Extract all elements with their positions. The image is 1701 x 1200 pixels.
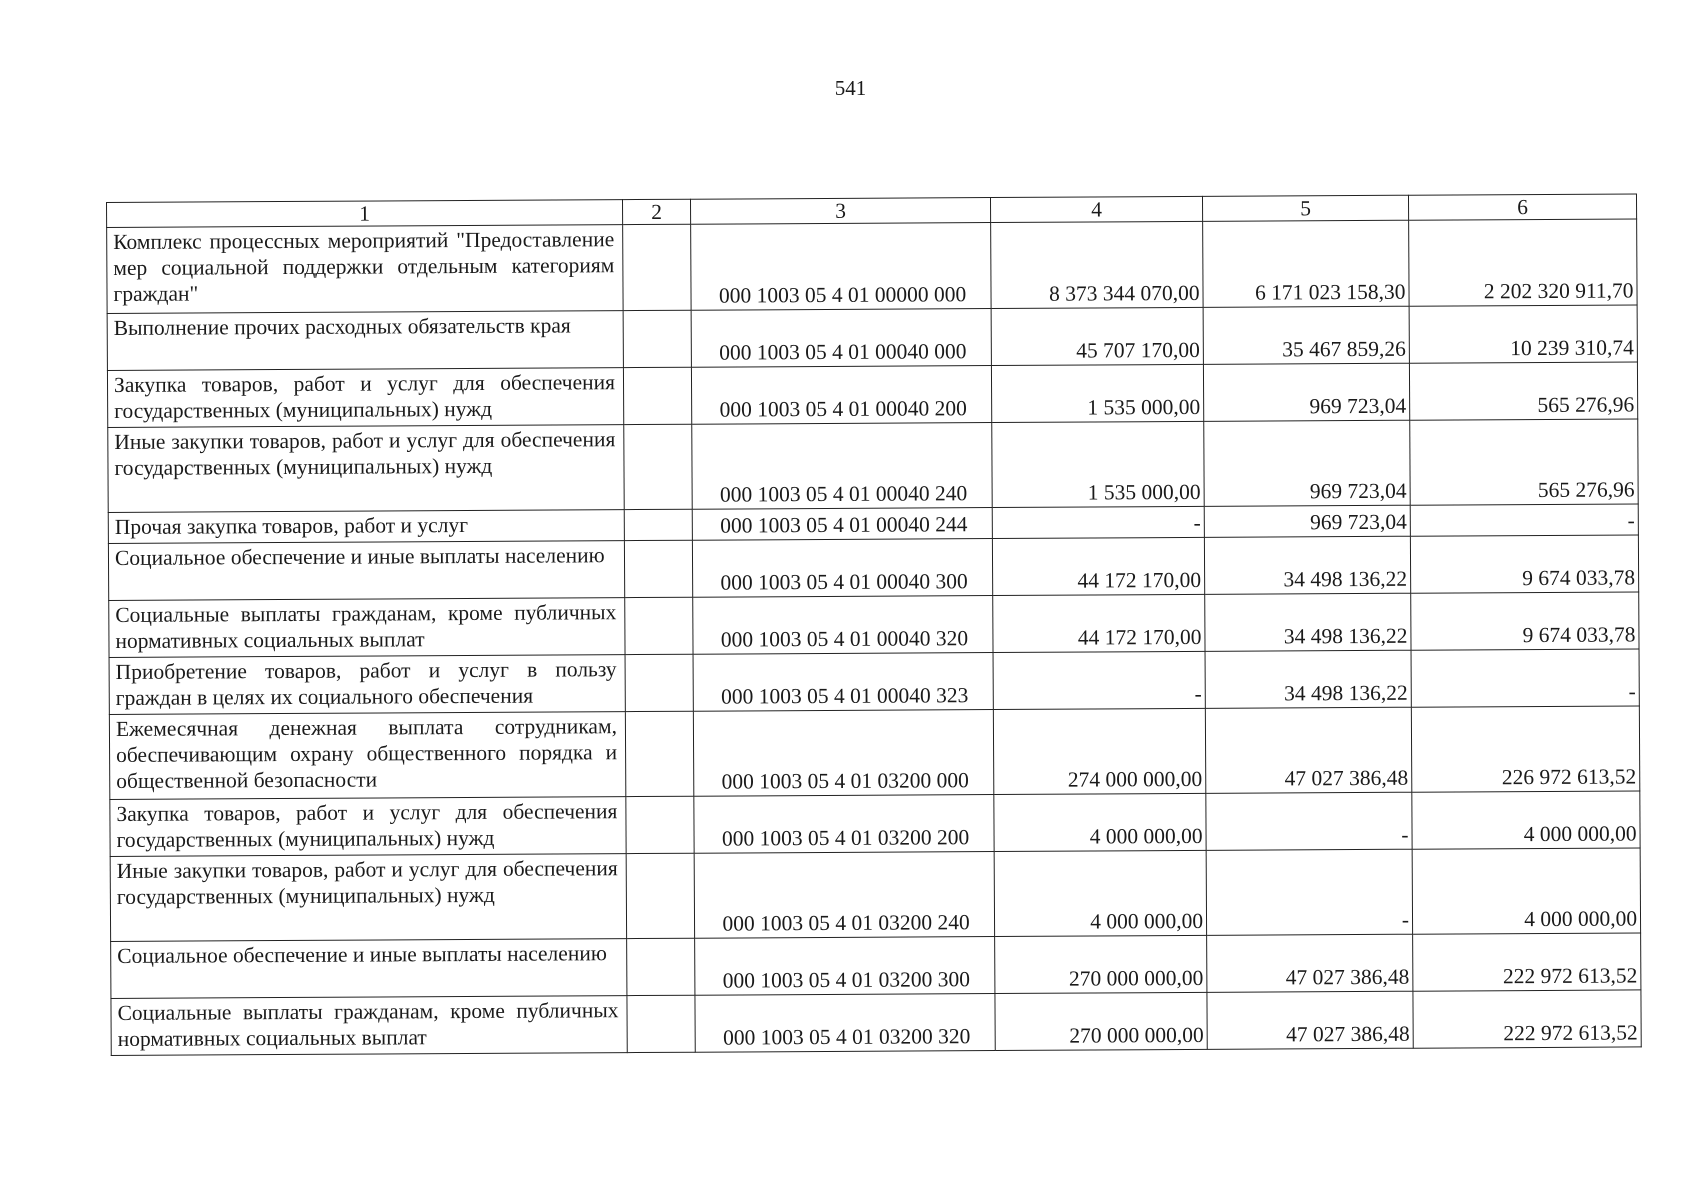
row-col6: 9 674 033,78 bbox=[1410, 535, 1638, 593]
expenditure-table bbox=[106, 193, 1642, 1056]
row-col5: 34 498 136,22 bbox=[1204, 536, 1410, 594]
table-row bbox=[107, 219, 1637, 314]
row-name: Прочая закупка товаров, работ и услуг bbox=[108, 510, 624, 544]
row-col6: 4 000 000,00 bbox=[1412, 848, 1640, 934]
row-col4: 270 000 000,00 bbox=[995, 992, 1207, 1050]
table-row bbox=[111, 933, 1641, 999]
report-sheet bbox=[106, 193, 1641, 1056]
page-number: 541 bbox=[834, 76, 867, 100]
row-col2 bbox=[626, 796, 694, 853]
row-col2 bbox=[624, 509, 692, 540]
row-col5: 969 723,04 bbox=[1203, 363, 1409, 421]
header-cell-6: 6 bbox=[1408, 194, 1636, 220]
row-col2 bbox=[624, 540, 692, 597]
row-col2 bbox=[625, 654, 693, 711]
row-col5: 47 027 386,48 bbox=[1207, 991, 1413, 1049]
row-col6: 2 202 320 911,70 bbox=[1409, 219, 1637, 306]
row-col4: 4 000 000,00 bbox=[994, 793, 1206, 851]
row-col4: 1 535 000,00 bbox=[992, 421, 1204, 507]
row-name: Иные закупки товаров, работ и услуг для обеспечения государственных (муниципальных) нужд bbox=[108, 425, 624, 513]
row-col5: 47 027 386,48 bbox=[1207, 934, 1413, 992]
row-code: 000 1003 05 4 01 00040 240 bbox=[692, 423, 992, 510]
row-col4: - bbox=[993, 651, 1205, 709]
row-name: Иные закупки товаров, работ и услуг для обеспечения государственных (муниципальных) нужд bbox=[110, 854, 626, 942]
table-row bbox=[109, 649, 1639, 715]
row-code: 000 1003 05 4 01 00040 323 bbox=[693, 653, 993, 712]
row-col4: 270 000 000,00 bbox=[995, 935, 1207, 993]
row-code: 000 1003 05 4 01 00040 200 bbox=[691, 366, 991, 425]
header-cell-3: 3 bbox=[690, 198, 990, 225]
row-col6: 565 276,96 bbox=[1409, 362, 1637, 420]
row-code: 000 1003 05 4 01 03200 000 bbox=[693, 710, 993, 797]
table-row bbox=[109, 592, 1639, 658]
row-col6: 226 972 613,52 bbox=[1411, 706, 1639, 792]
table-row bbox=[108, 419, 1638, 513]
table-row bbox=[108, 535, 1638, 601]
row-col6: 222 972 613,52 bbox=[1413, 933, 1641, 991]
row-col5: 47 027 386,48 bbox=[1205, 707, 1411, 793]
row-col4: 1 535 000,00 bbox=[991, 364, 1203, 422]
row-col6: 565 276,96 bbox=[1410, 419, 1638, 505]
row-col5: 35 467 859,26 bbox=[1203, 306, 1409, 364]
row-name: Социальные выплаты гражданам, кроме публичных нормативных социальных выплат bbox=[109, 598, 625, 658]
row-col2 bbox=[627, 938, 695, 995]
row-col2 bbox=[623, 224, 691, 310]
header-cell-5: 5 bbox=[1202, 195, 1408, 221]
row-code: 000 1003 05 4 01 03200 300 bbox=[695, 937, 995, 996]
row-code: 000 1003 05 4 01 00040 000 bbox=[691, 309, 991, 368]
row-col5: - bbox=[1206, 849, 1412, 935]
row-col5: 969 723,04 bbox=[1204, 420, 1410, 506]
header-cell-2: 2 bbox=[622, 199, 690, 224]
row-name: Закупка товаров, работ и услуг для обеспечения государственных (муниципальных) нужд bbox=[107, 368, 623, 428]
table-row bbox=[109, 706, 1639, 800]
row-col4: 8 373 344 070,00 bbox=[991, 221, 1203, 308]
row-col5: 34 498 136,22 bbox=[1205, 593, 1411, 651]
row-col2 bbox=[627, 995, 695, 1052]
row-code: 000 1003 05 4 01 00040 300 bbox=[692, 539, 992, 598]
row-name: Социальное обеспечение и иные выплаты населению bbox=[111, 939, 627, 999]
row-col2 bbox=[623, 367, 691, 424]
row-code: 000 1003 05 4 01 03200 200 bbox=[694, 795, 994, 854]
table-row bbox=[107, 305, 1637, 371]
row-name: Ежемесячная денежная выплата сотрудникам, обеспечивающим охрану общественного порядка и общественной безопасности bbox=[109, 712, 625, 800]
row-col6: 4 000 000,00 bbox=[1412, 791, 1640, 849]
row-name: Приобретение товаров, работ и услуг в пользу граждан в целях их социального обеспечения bbox=[109, 655, 625, 715]
row-col6: 222 972 613,52 bbox=[1413, 990, 1641, 1048]
row-col2 bbox=[624, 424, 692, 509]
row-name: Комплекс процессных мероприятий "Предоставление мер социальной поддержки отдельным категориям граждан" bbox=[107, 225, 623, 314]
row-col6: 9 674 033,78 bbox=[1411, 592, 1639, 650]
row-col5: 34 498 136,22 bbox=[1205, 650, 1411, 708]
row-name: Закупка товаров, работ и услуг для обеспечения государственных (муниципальных) нужд bbox=[110, 797, 626, 857]
row-col4: 274 000 000,00 bbox=[993, 708, 1205, 794]
header-cell-4: 4 bbox=[990, 196, 1202, 222]
table-row bbox=[111, 990, 1641, 1056]
row-code: 000 1003 05 4 01 03200 320 bbox=[695, 994, 995, 1053]
row-col4: 45 707 170,00 bbox=[991, 307, 1203, 365]
row-col2 bbox=[623, 310, 691, 367]
row-name: Социальные выплаты гражданам, кроме публичных нормативных социальных выплат bbox=[111, 996, 627, 1056]
table-row bbox=[110, 791, 1640, 857]
table-row bbox=[107, 362, 1637, 428]
row-code: 000 1003 05 4 01 00040 244 bbox=[692, 508, 992, 541]
row-col5: 969 723,04 bbox=[1204, 505, 1410, 537]
row-col6: - bbox=[1411, 649, 1639, 707]
row-code: 000 1003 05 4 01 00000 000 bbox=[691, 223, 991, 311]
row-col5: 6 171 023 158,30 bbox=[1203, 220, 1409, 307]
row-name: Социальное обеспечение и иные выплаты населению bbox=[108, 541, 624, 601]
row-col6: - bbox=[1410, 504, 1638, 536]
row-col4: - bbox=[992, 506, 1204, 538]
row-code: 000 1003 05 4 01 03200 240 bbox=[694, 852, 994, 939]
row-col6: 10 239 310,74 bbox=[1409, 305, 1637, 363]
row-col4: 44 172 170,00 bbox=[993, 594, 1205, 652]
row-col5: - bbox=[1206, 792, 1412, 850]
row-col2 bbox=[626, 853, 694, 938]
row-col2 bbox=[625, 597, 693, 654]
row-code: 000 1003 05 4 01 00040 320 bbox=[693, 596, 993, 655]
row-col4: 44 172 170,00 bbox=[992, 537, 1204, 595]
row-col2 bbox=[625, 711, 693, 796]
row-name: Выполнение прочих расходных обязательств края bbox=[107, 311, 623, 371]
table-row bbox=[110, 848, 1640, 942]
header-cell-1: 1 bbox=[107, 200, 623, 228]
row-col4: 4 000 000,00 bbox=[994, 850, 1206, 936]
